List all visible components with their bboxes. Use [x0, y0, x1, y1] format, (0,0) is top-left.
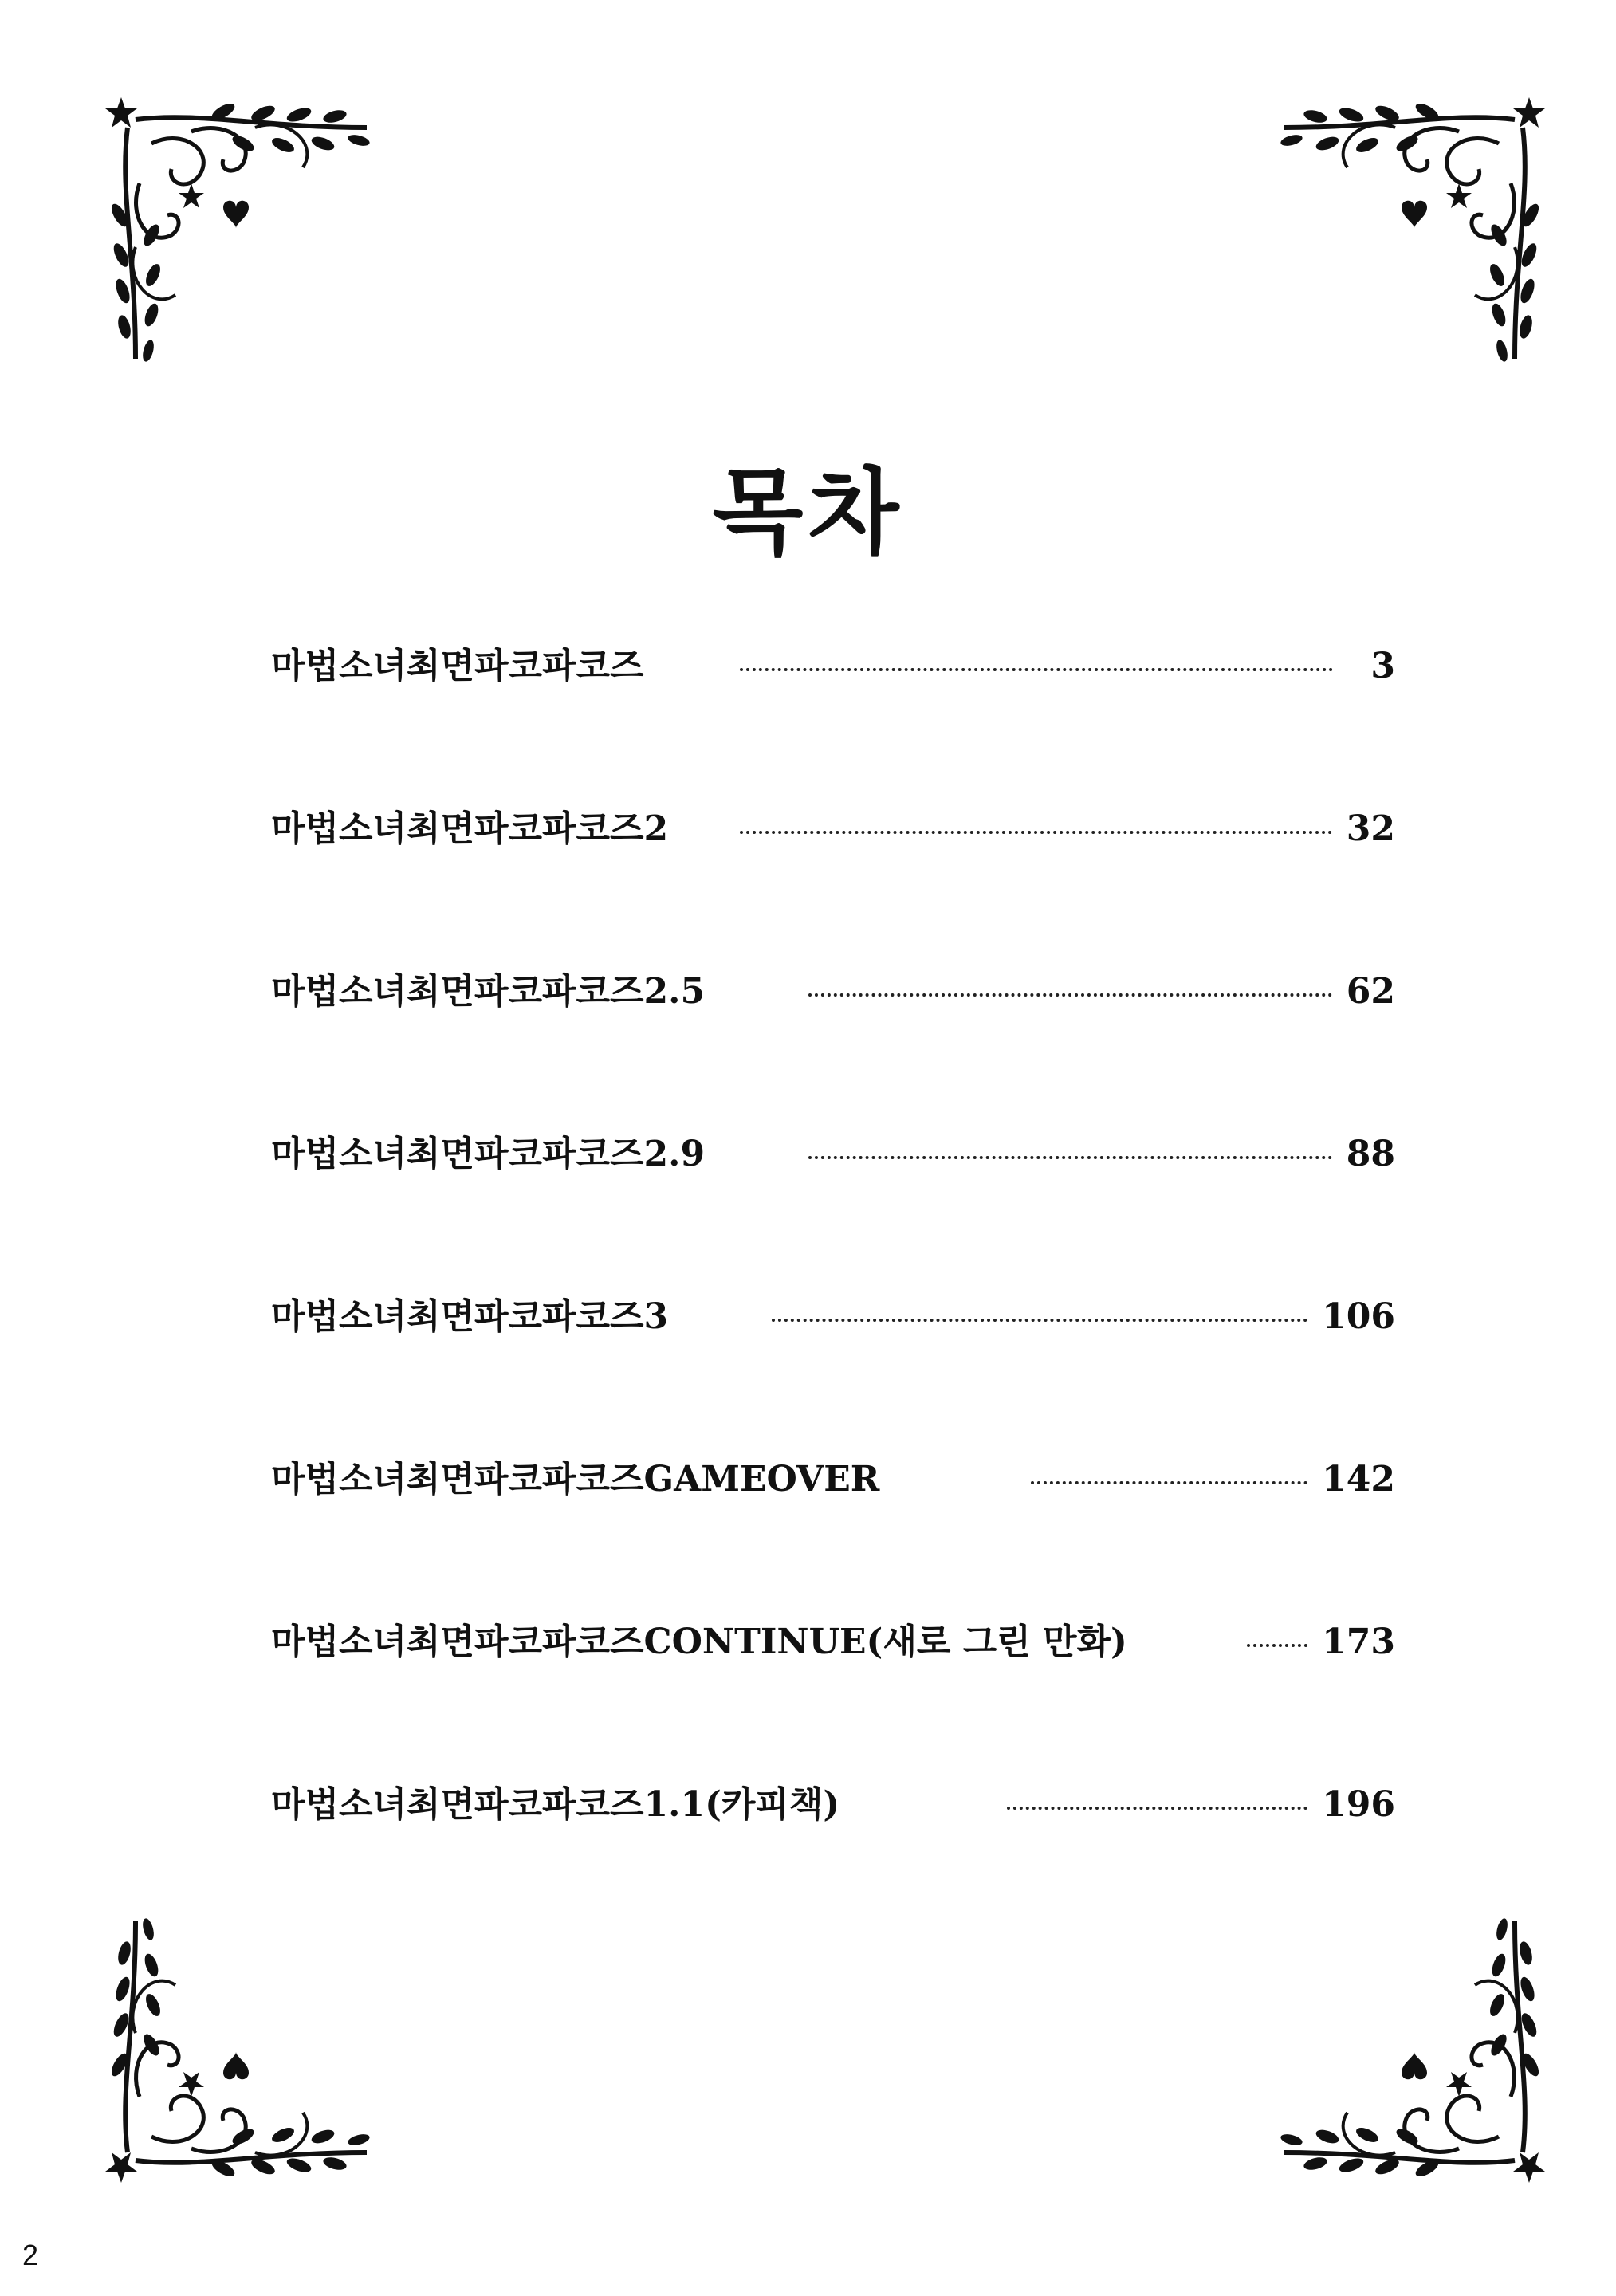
toc-entry-page: 106 [1322, 1296, 1395, 1337]
toc-entry [271, 1134, 1395, 1296]
toc-entry-title: 마법소녀최면파코파코즈 [271, 646, 644, 686]
dot-leader [740, 646, 1333, 671]
toc-entry-page: 3 [1370, 646, 1395, 686]
corner-ornament-top-right [1260, 96, 1547, 383]
corner-ornament-top-left [104, 96, 391, 383]
dot-leader [772, 1296, 1307, 1322]
toc-entry [271, 1296, 1395, 1459]
dot-leader [1031, 1459, 1307, 1484]
toc-entry-title: 마법소녀최면파코파코즈1.1(카피책) [271, 1784, 840, 1825]
toc-entry-title: 마법소녀최면파코파코즈2.9 [271, 1134, 706, 1174]
toc-entry-page: 142 [1322, 1459, 1395, 1500]
page-title: 목차 [712, 457, 904, 568]
page-number: 2 [22, 2239, 39, 2271]
toc-entry-title: 마법소녀최면파코파코즈GAMEOVER [271, 1459, 880, 1500]
toc-entry [271, 808, 1395, 971]
dot-leader [740, 808, 1332, 834]
table-of-contents [271, 646, 1395, 1947]
toc-entry-title: 마법소녀최면파코파코즈2 [271, 808, 669, 849]
dot-leader [808, 971, 1332, 997]
toc-entry [271, 1622, 1395, 1784]
floral-ornament-icon [1260, 96, 1547, 383]
toc-entry [271, 1784, 1395, 1947]
dot-leader [1007, 1784, 1307, 1810]
toc-entry-title: 마법소녀최면파코파코즈3 [271, 1296, 669, 1337]
toc-entry [271, 971, 1395, 1134]
toc-entry-page: 173 [1322, 1622, 1395, 1662]
dot-leader [1247, 1622, 1307, 1647]
dot-leader [808, 1134, 1332, 1159]
toc-entry-page: 62 [1346, 971, 1395, 1012]
floral-ornament-icon [104, 96, 391, 383]
toc-entry-page: 196 [1322, 1784, 1395, 1825]
toc-entry-page: 88 [1346, 1134, 1395, 1174]
toc-entry [271, 1459, 1395, 1622]
toc-entry-title: 마법소녀최면파코파코즈CONTINUE(새로 그린 만화) [271, 1622, 1127, 1662]
toc-entry-page: 32 [1346, 808, 1395, 849]
toc-entry [271, 646, 1395, 808]
toc-entry-title: 마법소녀최면파코파코즈2.5 [271, 971, 706, 1012]
